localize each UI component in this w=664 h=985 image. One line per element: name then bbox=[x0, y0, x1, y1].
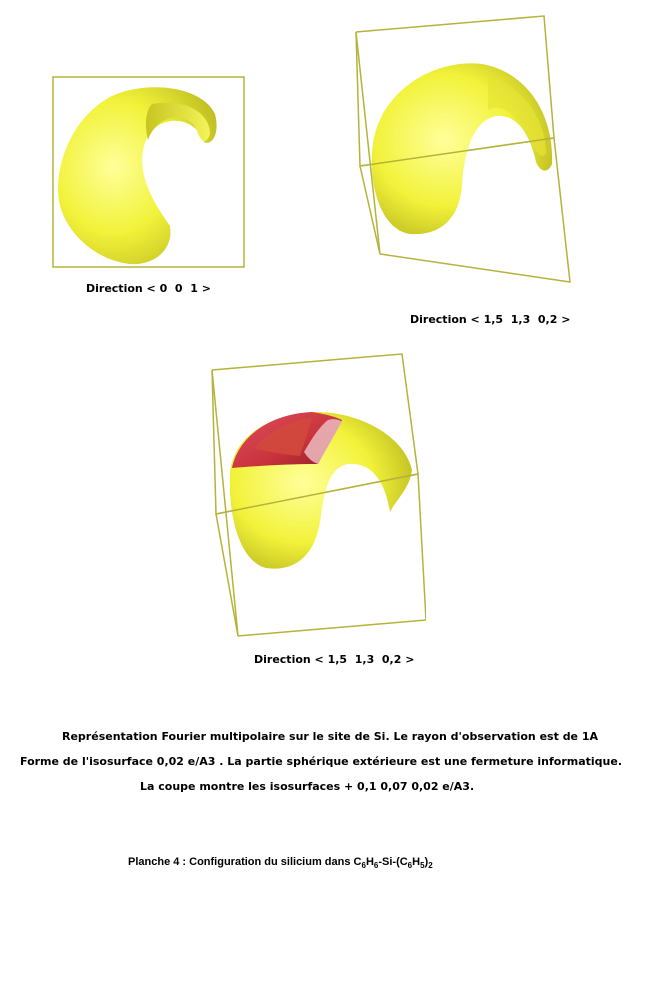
description-line-2: Forme de l'isosurface 0,02 e/A3 . La partie sphérique extérieure est une fermeture informatique. bbox=[20, 755, 623, 768]
figure-2-isosurface bbox=[352, 14, 574, 286]
figure-3-caption: Direction < 1,5 1,3 0,2 > bbox=[254, 653, 415, 666]
figure-3-isosurface bbox=[208, 352, 426, 642]
planche-title: Planche 4 : Configuration du silicium dans $C_6H_6-Si-(C_6H_5)_2$ bbox=[128, 856, 433, 870]
description-line-3: La coupe montre les isosurfaces + 0,1 0,07 0,02 e/A3. bbox=[140, 780, 475, 793]
figure-1-caption: Direction < 0 0 1 > bbox=[86, 282, 211, 295]
description-line-1: Représentation Fourier multipolaire sur le site de Si. Le rayon d'observation est de 1A bbox=[62, 730, 599, 743]
figure-1-isosurface bbox=[52, 76, 246, 270]
figure-2-caption: Direction < 1,5 1,3 0,2 > bbox=[410, 313, 571, 326]
figure-2-surface bbox=[372, 63, 552, 234]
